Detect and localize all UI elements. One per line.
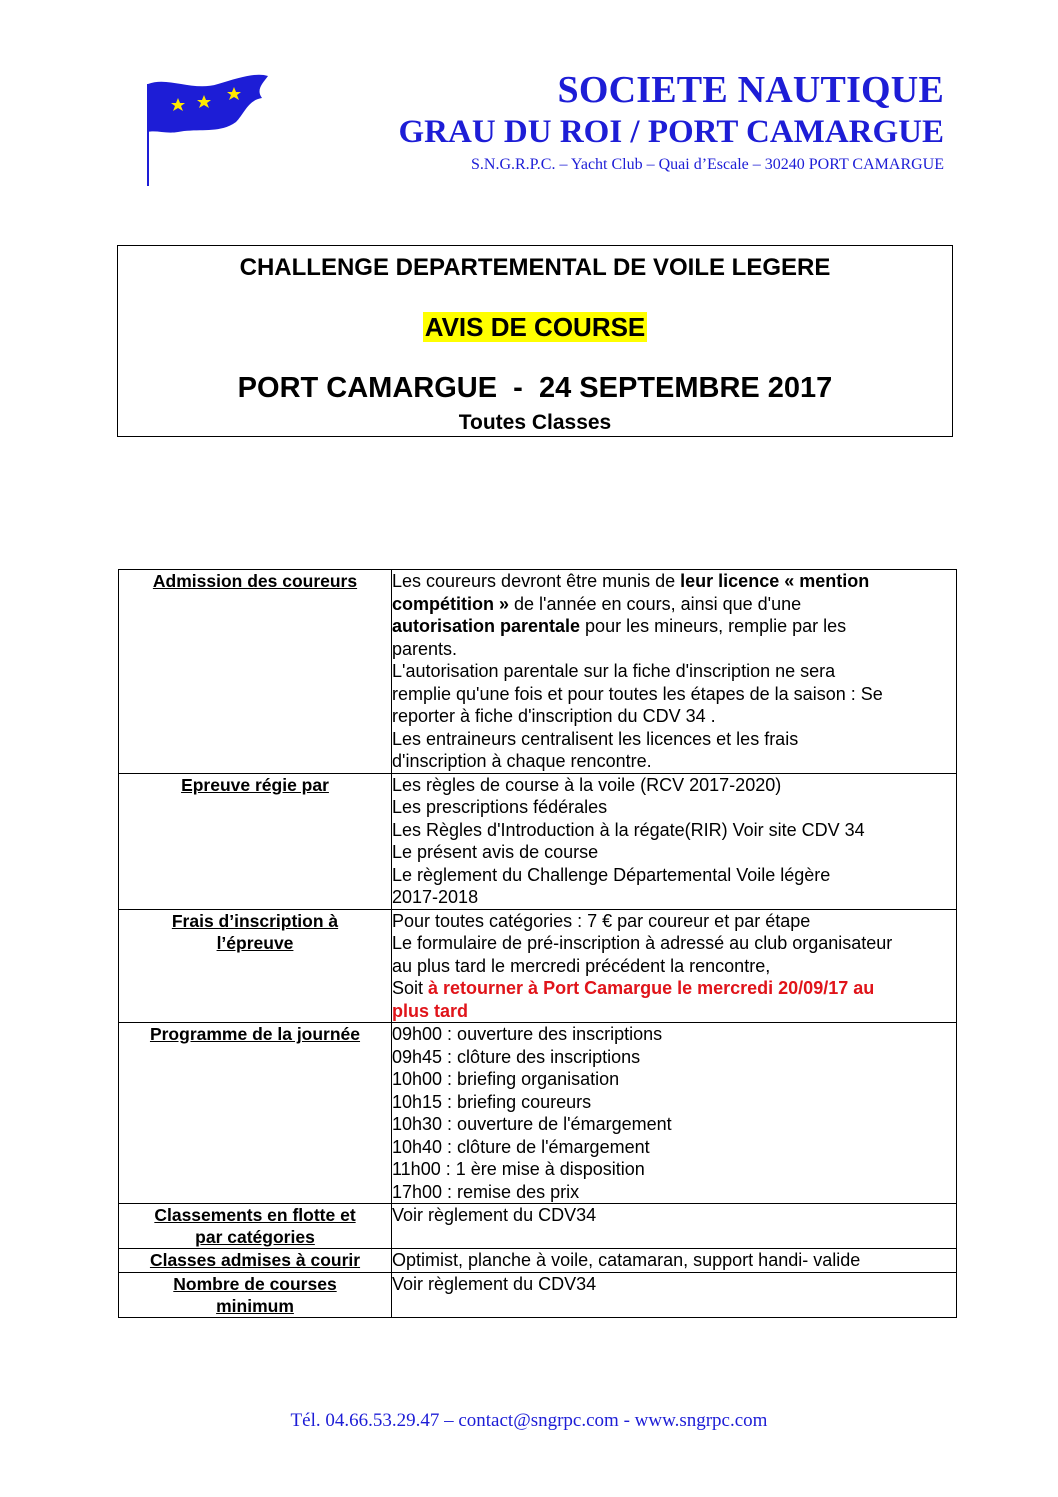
value-admission: Les coureurs devront être munis de leur licence « mention compétition » de l'année en cours, ainsi que d'une autorisation parentale pour les mineurs, remplie par les parents. L'autorisation parentale sur la fiche d'inscription ne sera remplie qu'une fois et pour toutes les étapes de la saison : Se reporter à fiche d'inscription du CDV 34 . Les entraineurs centralisent les licences et les frais d'inscription à chaque rencontre. <box>392 570 957 774</box>
table-row-classes <box>119 1249 957 1273</box>
event-place-date: PORT CAMARGUE - 24 SEPTEMBRE 2017 <box>237 372 833 404</box>
event-title: CHALLENGE DEPARTEMENTAL DE VOILE LEGERE <box>239 254 831 281</box>
label-classements: Classements en flotte et par catégories <box>119 1204 392 1249</box>
label-admission: Admission des coureurs <box>119 570 392 774</box>
value-frais: Pour toutes catégories : 7 € par coureur et par étape Le formulaire de pré-inscription à adressé au club organisateur au plus tard le mercredi précédent la rencontre, Soit à retourner à Port Camargue le mercredi 20/09/17 au plus tard <box>392 909 957 1023</box>
table-row-nombre <box>119 1272 957 1317</box>
table-row-epreuve <box>119 773 957 909</box>
value-classements: Voir règlement du CDV34 <box>392 1204 957 1249</box>
label-nombre: Nombre de courses minimum <box>119 1272 392 1317</box>
label-epreuve: Epreuve régie par <box>119 773 392 909</box>
table-row-admission <box>119 570 957 774</box>
label-programme: Programme de la journée <box>119 1023 392 1204</box>
club-address: S.N.G.R.P.C. – Yacht Club – Quai d’Escale – 30240 PORT CAMARGUE <box>471 156 944 173</box>
table-row-programme <box>119 1023 957 1204</box>
footer-contact: Tél. 04.66.53.29.47 – contact@sngrpc.com - www.sngrpc.com <box>290 1410 768 1431</box>
table-row-classements <box>119 1204 957 1249</box>
value-classes: Optimist, planche à voile, catamaran, support handi- valide <box>392 1249 957 1273</box>
deadline-text: à retourner à Port Camargue le mercredi 20/09/17 au <box>428 978 875 998</box>
club-flag-logo-icon <box>138 70 278 188</box>
value-programme: 09h00 : ouverture des inscriptions 09h45 : clôture des inscriptions 10h00 : briefing organisation 10h15 : briefing coureurs 10h30 : ouverture de l'émargement 10h40 : clôture de l'émargement 11h00 : 1 ère mise à disposition 17h00 : remise des prix <box>392 1023 957 1204</box>
title-box <box>117 245 953 437</box>
label-frais: Frais d’inscription à l’épreuve <box>119 909 392 1023</box>
club-location: GRAU DU ROI / PORT CAMARGUE <box>398 114 944 150</box>
table-row-frais <box>119 909 957 1023</box>
value-epreuve: Les règles de course à la voile (RCV 2017-2020) Les prescriptions fédérales Les Règles d'Introduction à la régate(RIR) Voir site CDV 34 Le présent avis de course Le règlement du Challenge Départemental Voile légère 2017-2018 <box>392 773 957 909</box>
event-classes: Toutes Classes <box>458 411 612 434</box>
notice-of-race-heading: AVIS DE COURSE <box>424 312 646 342</box>
value-nombre: Voir règlement du CDV34 <box>392 1272 957 1317</box>
club-name: SOCIETE NAUTIQUE <box>557 69 944 111</box>
race-info-table <box>118 569 957 1318</box>
label-classes: Classes admises à courir <box>119 1249 392 1273</box>
